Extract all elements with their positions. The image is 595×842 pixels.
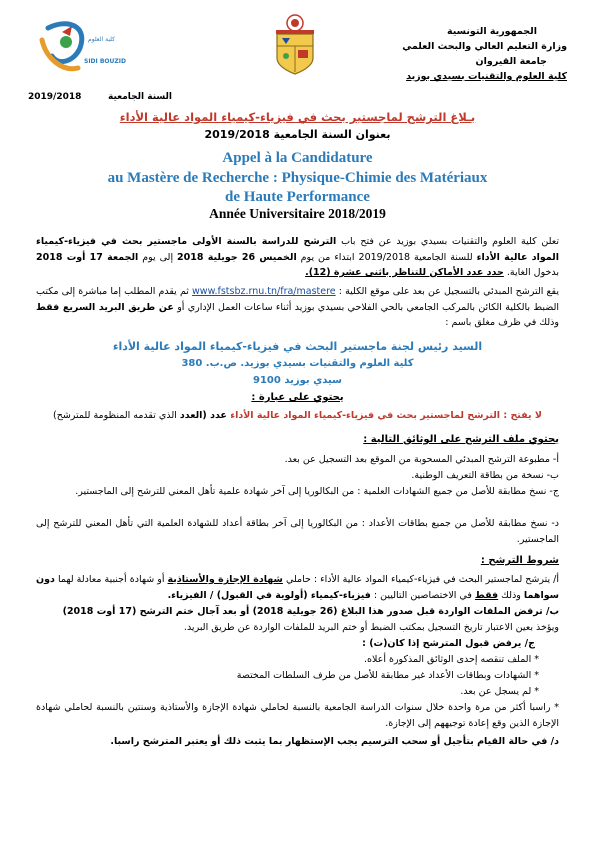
french-title-line-1: Appel à la Candidature: [222, 150, 373, 166]
condition-c-item: * راسبا أكثر من مرة واحدة خلال سنوات الدراسة الجامعية بالنسبة لحاملي شهادة الإجازة والأستاذية وسنتين بالنسبة لحاملي شهادة الإجازة الذين وقع إعادة توجيههم إلى الإجازة.: [36, 702, 559, 729]
french-academic-year: Année Universitaire 2018/2019: [209, 206, 386, 221]
intro-text: إلى يوم: [138, 251, 178, 263]
condition-a-text: أ/ يترشح لماجستير البحث في فيزياء-كيمياء المواد عالية الأداء : حاملي: [282, 574, 559, 585]
envelope-note: الذي تقدمه المنظومة للمترشح): [53, 410, 180, 421]
arabic-subtitle: بعنوان السنة الجامعية 2019/2018: [204, 128, 391, 141]
intro-paragraph: [36, 234, 559, 281]
registration-text: ثم يقدم المطلب إما مباشرة إلى مكتب الضبط بالكلية الكائن بالمركب الجامعي بالحي الفلاحي بسيدي بوزيد أثناء ساعات العمل الإداري أو: [36, 286, 559, 313]
condition-d: د/ في حالة القيام بتأجيل أو سحب الترسيم يجب الإستظهار بما يثبت ذلك أو يعتبر المترشح راسبا.: [110, 736, 559, 747]
logo-text: SIDI BOUZID: [84, 58, 126, 65]
condition-b: ب/ ترفض الملفات الواردة قبل صدور هذا البلاغ (26 جويلية 2018) أو بعد آجال ختم الترشح (17 أوت 2018): [62, 606, 559, 617]
condition-a-text: أو شهادة أجنبية معادلة لهما: [54, 574, 168, 585]
start-date: الخميس 26 جويلية 2018: [177, 251, 297, 263]
faculty-logo: [28, 18, 126, 88]
intro-text: تعلن كلية العلوم والتقنيات بسيدي بوزيد عن فتح باب: [336, 236, 559, 247]
condition-c-item: * الشهادات وبطاقات الأعداد غير مطابقة للأصل من طرف السلطات المختصة: [236, 670, 539, 681]
address-city: سيدي بوزيد 9100: [253, 375, 342, 386]
places-count: حدد عدد الأماكن للتناظر باثنى عشرة (12).: [305, 267, 504, 278]
french-title-line-3: de Haute Performance: [225, 189, 370, 205]
ministry-line: وزارة التعليم العالي والبحث العلمي: [402, 41, 567, 52]
condition-a-degree: شهادة الإجازة والأستاذية: [167, 574, 283, 585]
condition-a-text: في الاختصاصين التاليين :: [370, 589, 475, 601]
condition-c-item: * الملف تنقصه إحدى الوثائق المذكورة أعلاه.: [364, 654, 539, 665]
ministry-line: الجمهورية التونسية: [447, 26, 537, 37]
address-faculty: كلية العلوم والتقنيات بسيدي بوزيد. ص.ب. 380: [181, 358, 414, 369]
condition-a-exclusive: دون سواهما: [36, 574, 559, 601]
french-title-line-2: au Mastère de Recherche : Physique-Chimie des Matériaux: [107, 170, 488, 186]
envelope-number: عدد: [206, 410, 231, 421]
envelope-text: [36, 408, 559, 424]
end-date: الجمعة 17 أوت 2018: [36, 251, 139, 263]
envelope-heading: يحتوي على عبارة :: [251, 392, 344, 403]
condition-c: ج/ يرفض قبول المترشح إذا كان(ت) :: [362, 638, 535, 649]
intro-text: للسنة الجامعية 2019/2018 ابتداء من يوم: [296, 251, 477, 263]
condition-a-specialties: فيزياء-كيمياء (أولوية في القبول) / الفيزياء.: [167, 589, 371, 601]
intro-text-bold: الترشح للدراسة بالسنة الأولى ماجستير بحث في فيزياء-كيمياء المواد عالية الأداء: [36, 236, 559, 263]
registration-text: يقع الترشح المبدئي بالتسجيل عن بعد على موقع الكلية :: [335, 286, 559, 297]
coat-of-arms-emblem: [272, 14, 318, 76]
conditions-heading: شروط الترشح :: [480, 555, 559, 566]
condition-a: [36, 572, 559, 603]
ministry-header: [377, 24, 567, 84]
dossier-item: د- نسخ مطابقة للأصل من جميع بطاقات الأعداد : من البكالوريا إلى آخر بطاقة أعداد للشهادة العلمية التي تأهل المعني للترشح إلى الماجستير.: [36, 518, 559, 545]
logo-small-text: كلية العلوم: [88, 36, 115, 43]
registration-text: وذلك في ظرف مغلق باسم :: [445, 317, 559, 328]
condition-c-item: * لم يسجل عن بعد.: [460, 686, 539, 697]
condition-a-text: وذلك: [498, 589, 524, 601]
dossier-heading: يحتوي ملف الترشح على الوثائق التالية :: [363, 434, 559, 445]
condition-a-only: فقط: [474, 589, 499, 601]
academic-year-value: 2019/2018: [28, 92, 82, 102]
academic-year-label: السنة الجامعية: [108, 92, 173, 102]
coat-of-arms-graphic: [272, 14, 318, 76]
address-recipient: السيد رئيس لجنة ماجستير البحث في فيزياء-كيمياء المواد عالية الأداء: [112, 340, 483, 353]
registration-paragraph: [36, 284, 559, 331]
intro-text: بدخول الغاية.: [503, 267, 559, 278]
condition-b-note: ويؤخذ بعين الاعتبار تاريخ التسجيل بمكتب الضبط أو ختم البريد للملفات الواردة عن طريق البريد.: [183, 622, 559, 633]
express-mail-only: عن طريق البريد السريع فقط: [36, 301, 174, 313]
arabic-title: بـلاغ الترشح لماجستير بحث في فيزياء-كيمياء المواد عالية الأداء: [119, 110, 476, 124]
dossier-item: ب- نسخة من بطاقة التعريف الوطنية.: [411, 470, 559, 481]
envelope-number-paren: (العدد: [179, 410, 207, 421]
envelope-label: لا يفتح : الترشح لماجستير بحث في فيزياء-كيمياء المواد عالية الأداء: [230, 410, 542, 421]
faculty-line: كلية العلوم والتقنيات بسيدي بوزيد: [406, 71, 567, 82]
dossier-item: ج- نسخ مطابقة للأصل من جميع الشهادات العلمية : من البكالوريا إلى آخر شهادة علمية تأهل المعني للترشح إلى الماجستير.: [75, 486, 559, 497]
ministry-line: جامعة القيروان: [475, 56, 547, 67]
faculty-logo-graphic: [28, 18, 118, 88]
faculty-website-link[interactable]: www.fstsbz.rnu.tn/fra/mastere: [192, 286, 336, 297]
dossier-item: أ- مطبوعة الترشح المبدئي المسحوبة من الموقع بعد التسجيل عن بعد.: [284, 454, 559, 465]
